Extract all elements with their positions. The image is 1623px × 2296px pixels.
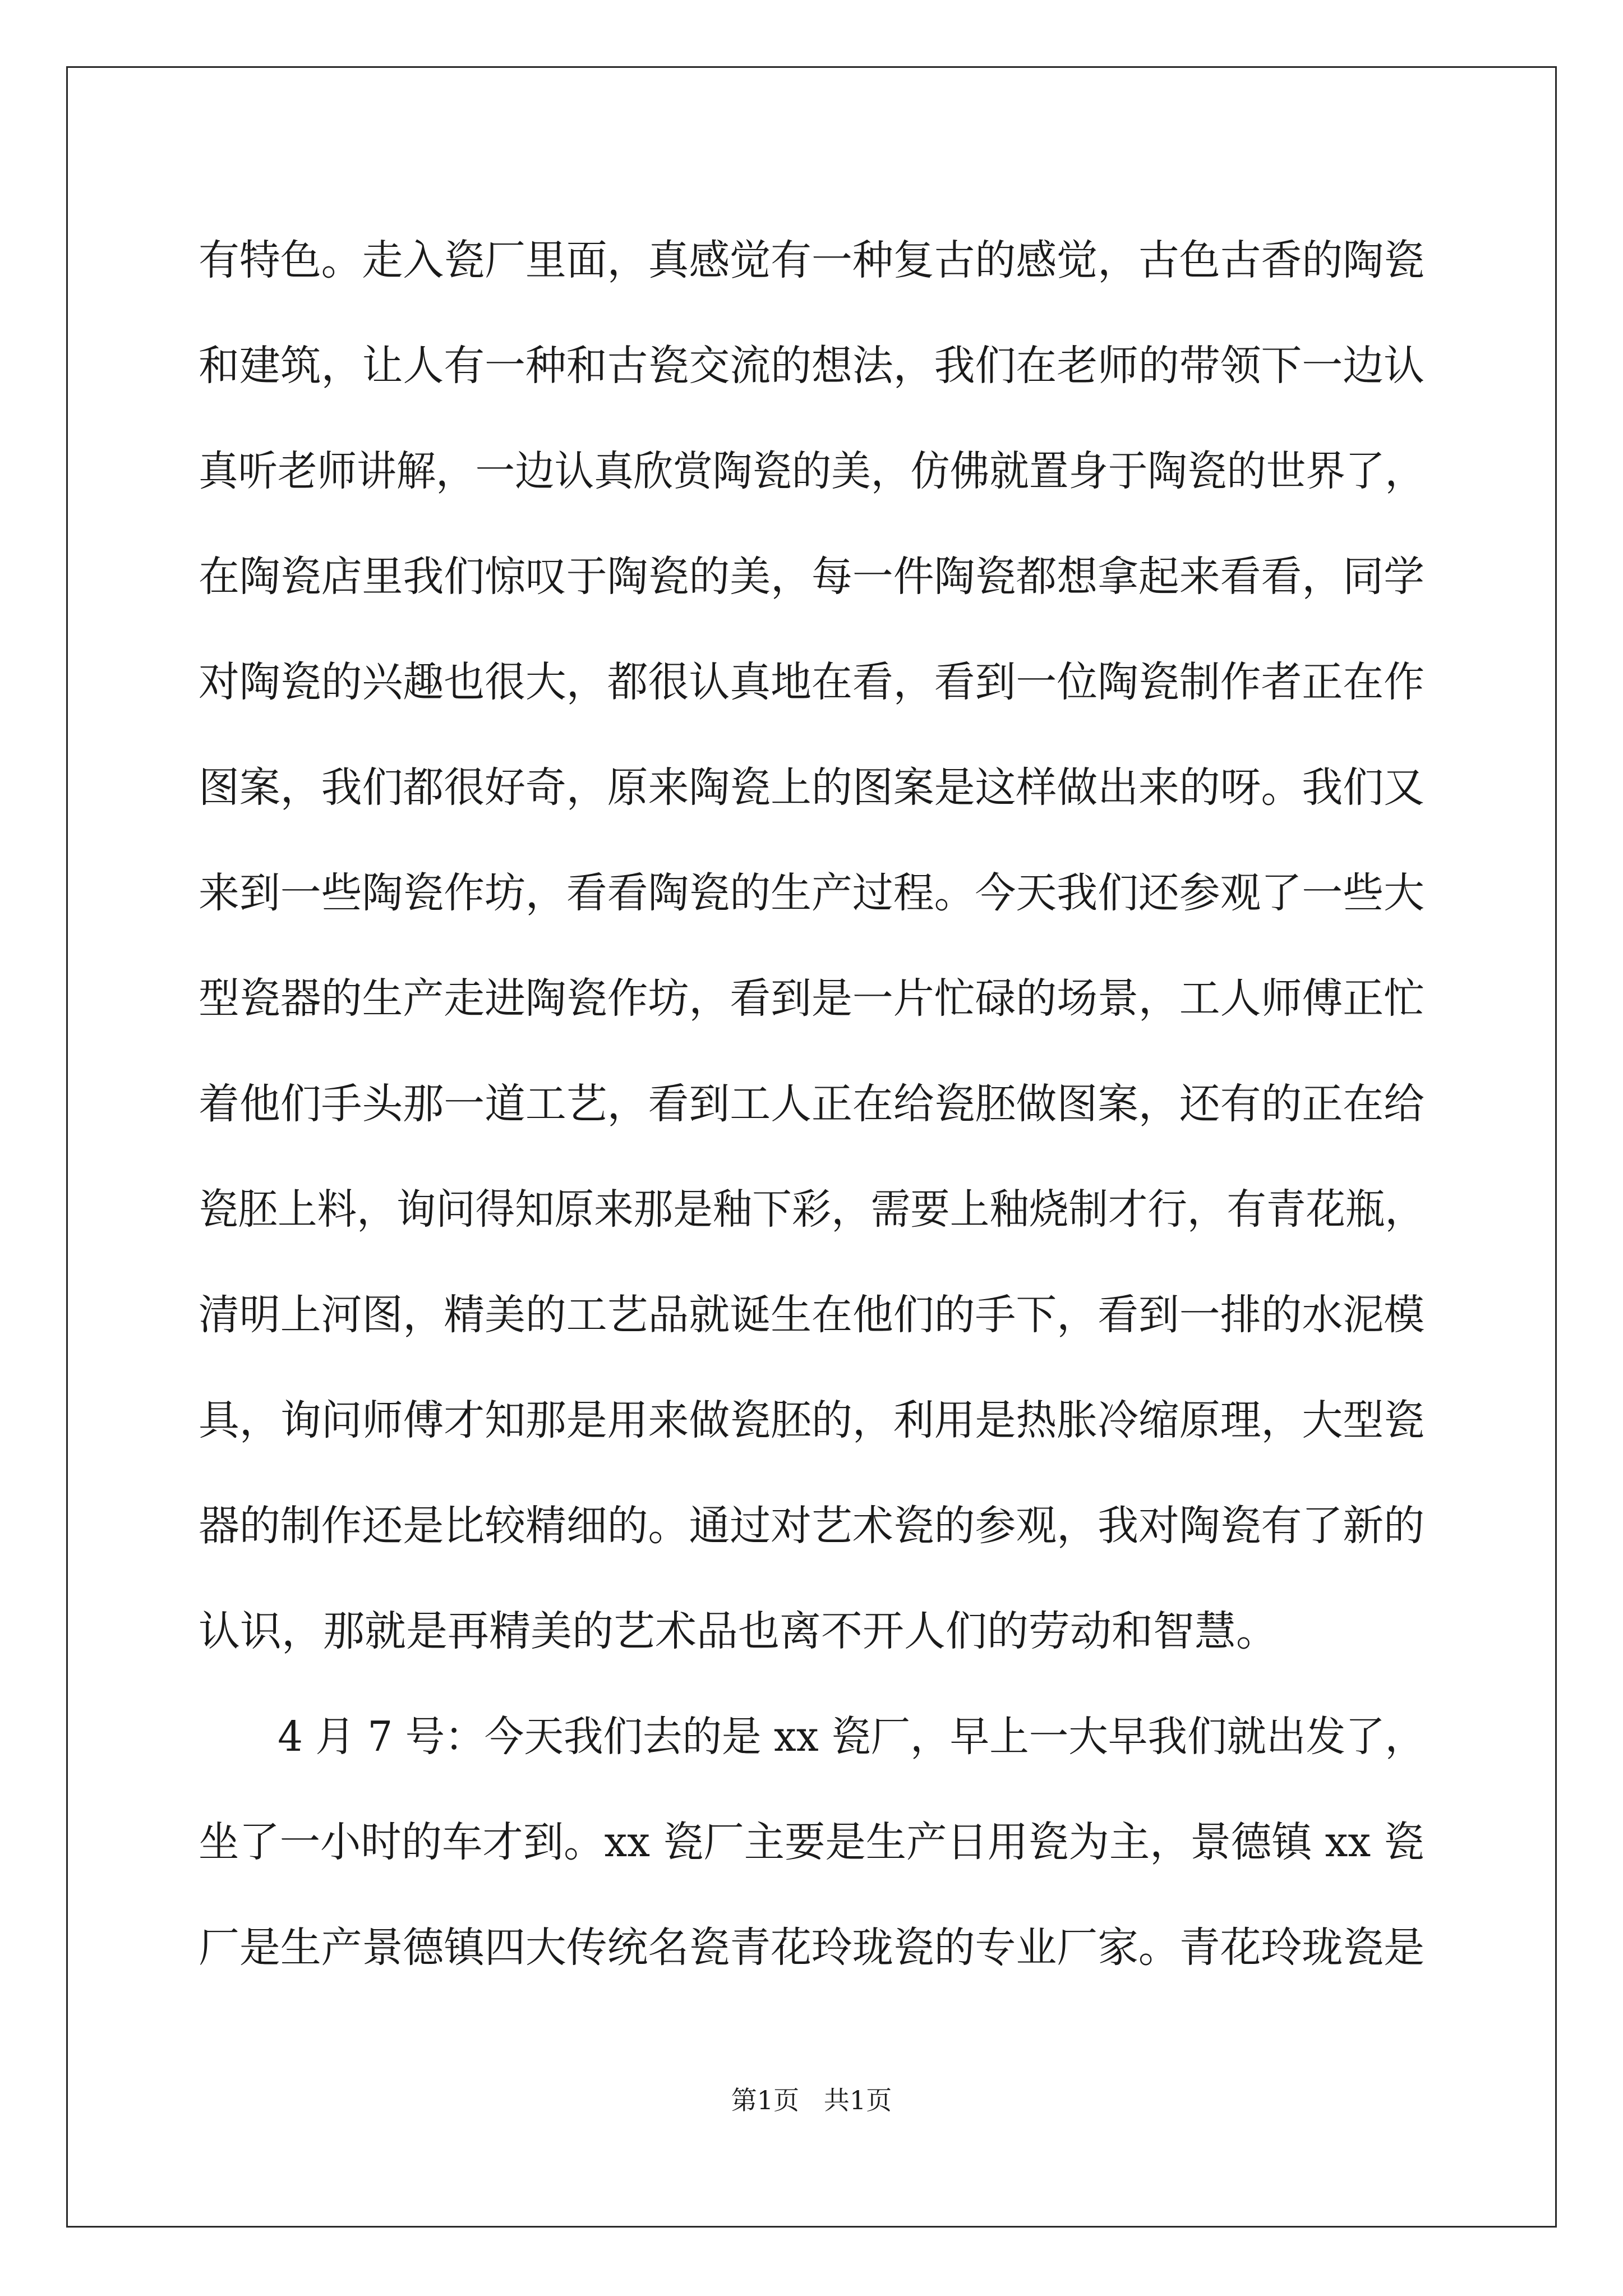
text-line-12: 具，询问师傅才知那是用来做瓷胚的，利用是热胀冷缩原理，大型瓷 — [199, 1396, 1424, 1444]
text-line-10: 瓷胚上料，询问得知原来那是釉下彩，需要上釉烧制才行，有青花瓶， — [199, 1185, 1424, 1234]
text-line-3: 真听老师讲解，一边认真欣赏陶瓷的美，仿佛就置身于陶瓷的世界了， — [199, 447, 1424, 495]
page-number-footer: 第1页 共1页 — [731, 2085, 892, 2115]
text-line-1: 有特色。走入瓷厂里面，真感觉有一种复古的感觉，古色古香的陶瓷 — [199, 236, 1424, 284]
text-line-7: 来到一些陶瓷作坊，看看陶瓷的生产过程。今天我们还参观了一些大 — [199, 869, 1424, 917]
text-line-5: 对陶瓷的兴趣也很大，都很认真地在看，看到一位陶瓷制作者正在作 — [199, 658, 1424, 706]
text-line-6: 图案，我们都很好奇，原来陶瓷上的图案是这样做出来的呀。我们又 — [199, 763, 1424, 812]
text-line-15: 4 月 7 号：今天我们去的是 xx 瓷厂，早上一大早我们就出发了， — [199, 1713, 1425, 1761]
text-line-9: 着他们手头那一道工艺，看到工人正在给瓷胚做图案，还有的正在给 — [199, 1080, 1424, 1128]
text-line-14: 认识，那就是再精美的艺术品也离不开人们的劳动和智慧。 — [199, 1607, 1278, 1655]
document-body — [199, 208, 1424, 2000]
text-line-11: 清明上河图，精美的工艺品就诞生在他们的手下，看到一排的水泥模 — [199, 1291, 1424, 1339]
text-line-8: 型瓷器的生产走进陶瓷作坊，看到是一片忙碌的场景，工人师傅正忙 — [199, 974, 1424, 1023]
text-line-4: 在陶瓷店里我们惊叹于陶瓷的美，每一件陶瓷都想拿起来看看，同学 — [199, 553, 1424, 601]
text-line-13: 器的制作还是比较精细的。通过对艺术瓷的参观，我对陶瓷有了新的 — [199, 1502, 1424, 1550]
text-line-17: 厂是生产景德镇四大传统名瓷青花玲珑瓷的专业厂家。青花玲珑瓷是 — [199, 1924, 1424, 1972]
text-line-16: 坐了一小时的车才到。xx 瓷厂主要是生产日用瓷为主，景德镇 xx 瓷 — [199, 1818, 1424, 1866]
text-line-2: 和建筑，让人有一种和古瓷交流的想法，我们在老师的带领下一边认 — [199, 342, 1424, 390]
